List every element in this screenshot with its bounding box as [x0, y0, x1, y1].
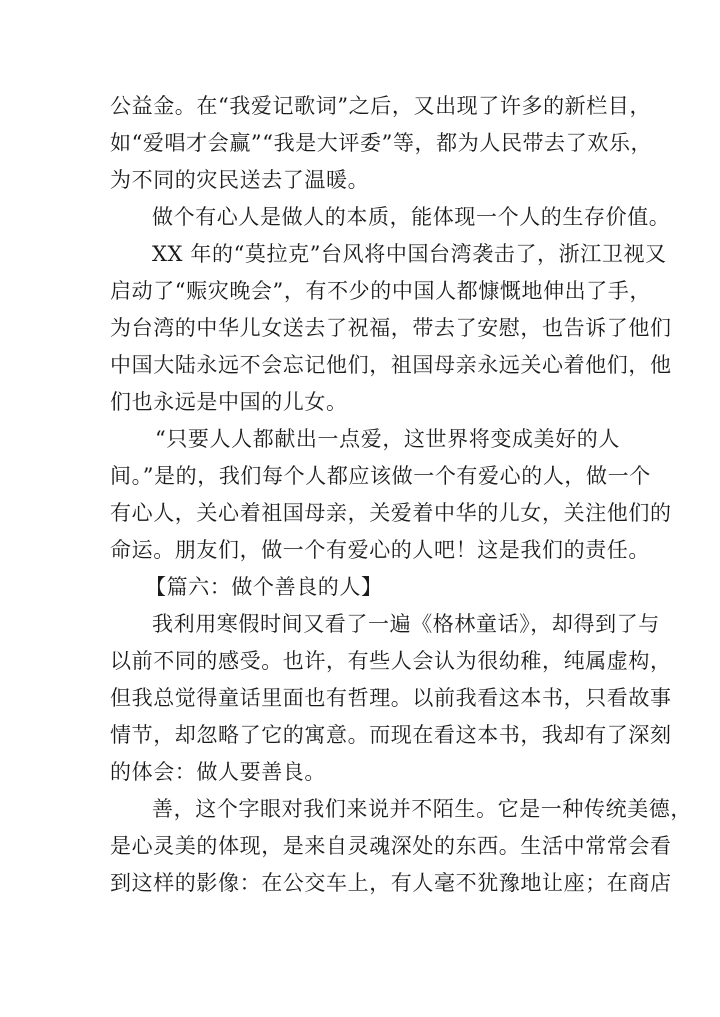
text-line-4: 做个有心人是做人的本质，能体现一个人的生存价值。	[152, 205, 671, 229]
section-heading: 【篇六：做个善良的人】	[145, 575, 383, 599]
text-line-6: 启动了“赈灾晚会”，有不少的中国人都慷慨地伸出了手，	[110, 279, 652, 303]
text-line-17: 但我总觉得童话里面也有哲理。以前我看这本书，只看故事	[110, 686, 672, 710]
text-line-15: 我利用寒假时间又看了一遍《格林童话》，却得到了与	[152, 612, 660, 636]
text-line-8: 中国大陆永远不会忘记他们，祖国母亲永远关心着他们，他	[110, 353, 672, 377]
text-line-2: 如“爱唱才会赢”“我是大评委”等，都为人民带去了欢乐，	[110, 131, 653, 155]
text-line-3: 为不同的灾民送去了温暖。	[110, 168, 370, 192]
text-line-21: 是心灵美的体现，是来自灵魂深处的东西。生活中常常会看	[110, 834, 672, 858]
text-line-12: 有心人，关心着祖国母亲，关爱着中华的儿女，关注他们的	[110, 501, 672, 525]
text-line-1: 公益金。在“我爱记歌词”之后，又出现了许多的新栏目，	[110, 94, 652, 118]
text-line-7: 为台湾的中华儿女送去了祝福，带去了安慰，也告诉了他们	[110, 316, 672, 340]
text-line-18: 情节，却忽略了它的寓意。而现在看这本书，我却有了深刻	[110, 723, 672, 747]
text-line-13: 命运。朋友们，做一个有爱心的人吧！这是我们的责任。	[110, 538, 650, 562]
text-line-11: 间。”是的，我们每个人都应该做一个有爱心的人，做一个	[110, 464, 651, 488]
text-line-19: 的体会：做人要善良。	[110, 760, 326, 784]
text-line-5: XX 年的“莫拉克”台风将中国台湾袭击了，浙江卫视又	[152, 242, 667, 266]
text-line-10: “只要人人都献出一点爱，这世界将变成美好的人	[155, 427, 620, 451]
text-line-9: 们也永远是中国的儿女。	[110, 390, 348, 414]
text-line-22: 到这样的影像：在公交车上，有人毫不犹豫地让座；在商店	[110, 871, 672, 895]
text-line-20: 善，这个字眼对我们来说并不陌生。它是一种传统美德，	[152, 797, 692, 821]
text-line-16: 以前不同的感受。也许，有些人会认为很幼稚，纯属虚构，	[110, 649, 672, 673]
